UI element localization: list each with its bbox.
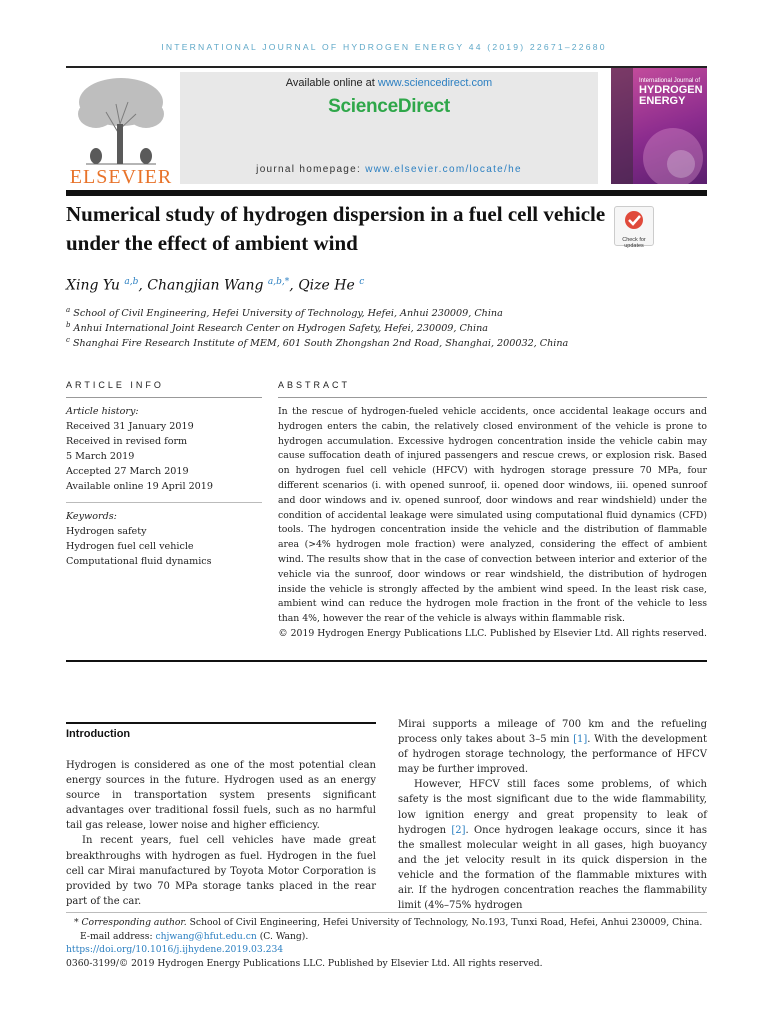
- check-for-updates-badge[interactable]: [614, 206, 654, 249]
- sciencedirect-logo: ScienceDirect: [328, 96, 450, 117]
- article-title: Numerical study of hydrogen dispersion in a fuel cell vehicle under the effect of ambient wind: [66, 202, 606, 255]
- author-list: [66, 277, 364, 294]
- info-rule: [66, 502, 262, 503]
- history-line: 5 March 2019: [66, 451, 135, 462]
- available-online: [180, 77, 598, 89]
- right-column: [398, 717, 707, 913]
- left-column: [66, 758, 376, 909]
- author-sup[interactable]: c: [359, 277, 365, 287]
- crossmark-icon: [615, 207, 653, 233]
- text-run: . With the development of hydrogen storage technology, the performance of HFCV may be further improved.: [398, 734, 707, 776]
- corr-label: Corresponding author.: [81, 917, 187, 928]
- abstract-text: In the rescue of hydrogen-fueled vehicle accidents, once accidental leakage occurs and hydrogen enters the cabin, the relatively closed environment of the vehicle is prone to hydrogen accumulation. Excessive hydrogen concentration inside the vehicle cabin may cause suffocation death of injured passengers and rescue crews, or explosion risk. Based on hydrogen fuel cell vehicle (HFCV) with hydrogen storage pressure 70 MPa, four different scenarios (i. with opened sunroof, ii. opened door windows, iii. opened sunroof and door windows and iv. opened sunroof, door windows and rear windshield) under the condition of accidental leakage were simulated using computational fluid dynamics (CFD) tools. The hydrogen concentration inside the vehicle and the distribution of flammable area (>4% hydrogen mole fraction) were analyzed, considering the effect of ambient wind. The results show that in the case of convection between interior and exterior of the vehicle via the sunroof, door windows or rear windshield, the distribution of hydrogen inside the vehicle is strongly affected by the ambient wind speed. In the least risk case, ambient wind can reduce the hydrogen mole fraction in the front of the vehicle to less than 4%, however the rear of the vehicle is always within flammable risk.: [278, 406, 707, 625]
- article-info-heading: ARTICLE INFO: [66, 380, 164, 390]
- intro-heading: Introduction: [66, 728, 131, 740]
- abstract-copyright: © 2019 Hydrogen Energy Publications LLC. Published by Elsevier Ltd. All rights reserved.: [278, 627, 707, 639]
- abstract-rule: [278, 397, 707, 398]
- paragraph: [398, 717, 707, 777]
- affiliation-text: Anhui International Joint Research Center on Hydrogen Safety, Hefei, 230009, China: [73, 323, 488, 335]
- journal-homepage: [180, 164, 598, 175]
- header-rule: [66, 190, 707, 196]
- affiliation-text: School of Civil Engineering, Hefei University of Technology, Hefei, Anhui 230009, China: [73, 308, 503, 320]
- history-line: Available online 19 April 2019: [66, 481, 213, 492]
- email-link[interactable]: chjwang@hfut.edu.cn: [155, 931, 257, 942]
- reference-link[interactable]: [1]: [573, 734, 588, 746]
- author-name: Xing Yu: [66, 277, 120, 294]
- reference-link[interactable]: [2]: [451, 824, 466, 836]
- corresponding-author-note: [74, 916, 707, 930]
- affiliation-text: Shanghai Fire Research Institute of MEM, 601 South Zhongshan 2nd Road, Shanghai, 200032, China: [72, 338, 569, 350]
- abstract-heading: ABSTRACT: [278, 380, 351, 390]
- journal-cover: [611, 68, 707, 184]
- email-note: [80, 930, 308, 944]
- publisher-logo-text: ELSEVIER: [69, 166, 173, 188]
- paragraph: [398, 777, 707, 913]
- sciencedirect-link[interactable]: www.sciencedirect.com: [377, 77, 493, 89]
- author-sep: ,: [289, 277, 299, 294]
- email-label: E-mail address:: [80, 931, 156, 942]
- footnote-rule: [66, 912, 707, 913]
- email-name: (C. Wang).: [256, 931, 309, 942]
- text-run: . Once hydrogen leakage occurs, since it has the smallest molecular weight in all gases, high buoyancy and the jet velocity result in its quick dispersion in the vehicle and the formation of the flammable mixtures with air. If the hydrogen concentration reaches the flammability limit (4%–75% hydrogen: [398, 824, 707, 912]
- homepage-prefix: journal homepage:: [256, 164, 366, 175]
- keyword: Computational fluid dynamics: [66, 556, 212, 567]
- keyword: Hydrogen fuel cell vehicle: [66, 541, 194, 552]
- history-line: Received 31 January 2019: [66, 421, 194, 432]
- paragraph: Hydrogen is considered as one of the most potential clean energy sources in the future. Hydrogen used as an energy source in transportation system presents significant advantages over traditional fossil fuels, such as no harmful tail gas release, lower noise and higher efficiency.: [66, 760, 376, 832]
- keywords-label: Keywords:: [66, 511, 117, 522]
- affiliation: [66, 306, 503, 319]
- affiliation: [66, 336, 568, 349]
- homepage-link[interactable]: www.elsevier.com/locate/he: [365, 164, 522, 175]
- corr-text: School of Civil Engineering, Hefei University of Technology, No.193, Tunxi Road, Hefei, Anhui 230009, China.: [186, 917, 703, 928]
- history-line: Accepted 27 March 2019: [66, 466, 189, 477]
- abstract-body: [278, 405, 707, 642]
- author-name: Qize He: [298, 277, 355, 294]
- running-head: INTERNATIONAL JOURNAL OF HYDROGEN ENERGY 44 (2019) 22671–22680: [161, 42, 607, 52]
- affiliation-sup: c: [66, 336, 70, 344]
- keyword: Hydrogen safety: [66, 526, 147, 537]
- info-rule: [66, 397, 262, 398]
- footnote-star: *: [74, 917, 79, 928]
- author-sup[interactable]: a,b: [124, 277, 139, 287]
- badge-label: Check for updates: [622, 237, 646, 249]
- section-rule: [66, 660, 707, 662]
- affiliation: [66, 321, 488, 334]
- available-prefix: Available online at: [285, 77, 378, 89]
- doi-link[interactable]: https://doi.org/10.1016/j.ijhydene.2019.03.234: [66, 944, 284, 955]
- cover-title-small: International Journal of: [639, 78, 701, 84]
- author-sup[interactable]: a,b,*: [267, 277, 290, 287]
- issn-line: 0360-3199/© 2019 Hydrogen Energy Publications LLC. Published by Elsevier Ltd. All rights reserved.: [66, 958, 543, 969]
- history-label: Article history:: [66, 406, 139, 417]
- doi-line: [66, 943, 283, 957]
- intro-rule: [66, 722, 376, 724]
- text-run: However, HFCV still faces some problems, of which safety is the most significant due to the wide flammability, low ignition energy and great propensity to leak of hydrogen: [398, 779, 707, 836]
- paragraph: In recent years, fuel cell vehicles have made great breakthroughs with hydrogen as fuel. Hydrogen in the fuel cell car Mirai manufactured by Toyota Motor Corporation is provided by two 70 MPa storage tanks placed in the rear part of the car.: [66, 835, 376, 907]
- author-name: Changjian Wang: [147, 277, 264, 294]
- history-line: Received in revised form: [66, 436, 188, 447]
- elsevier-tree-logo: [66, 74, 176, 166]
- affiliation-sup: b: [66, 321, 71, 329]
- cover-title-big: HYDROGEN ENERGY: [639, 84, 703, 107]
- text-run: Mirai supports a mileage of 700 km and the refueling process only takes about 3–5 min: [398, 719, 707, 746]
- affiliation-sup: a: [66, 306, 71, 314]
- author-sep: ,: [138, 277, 148, 294]
